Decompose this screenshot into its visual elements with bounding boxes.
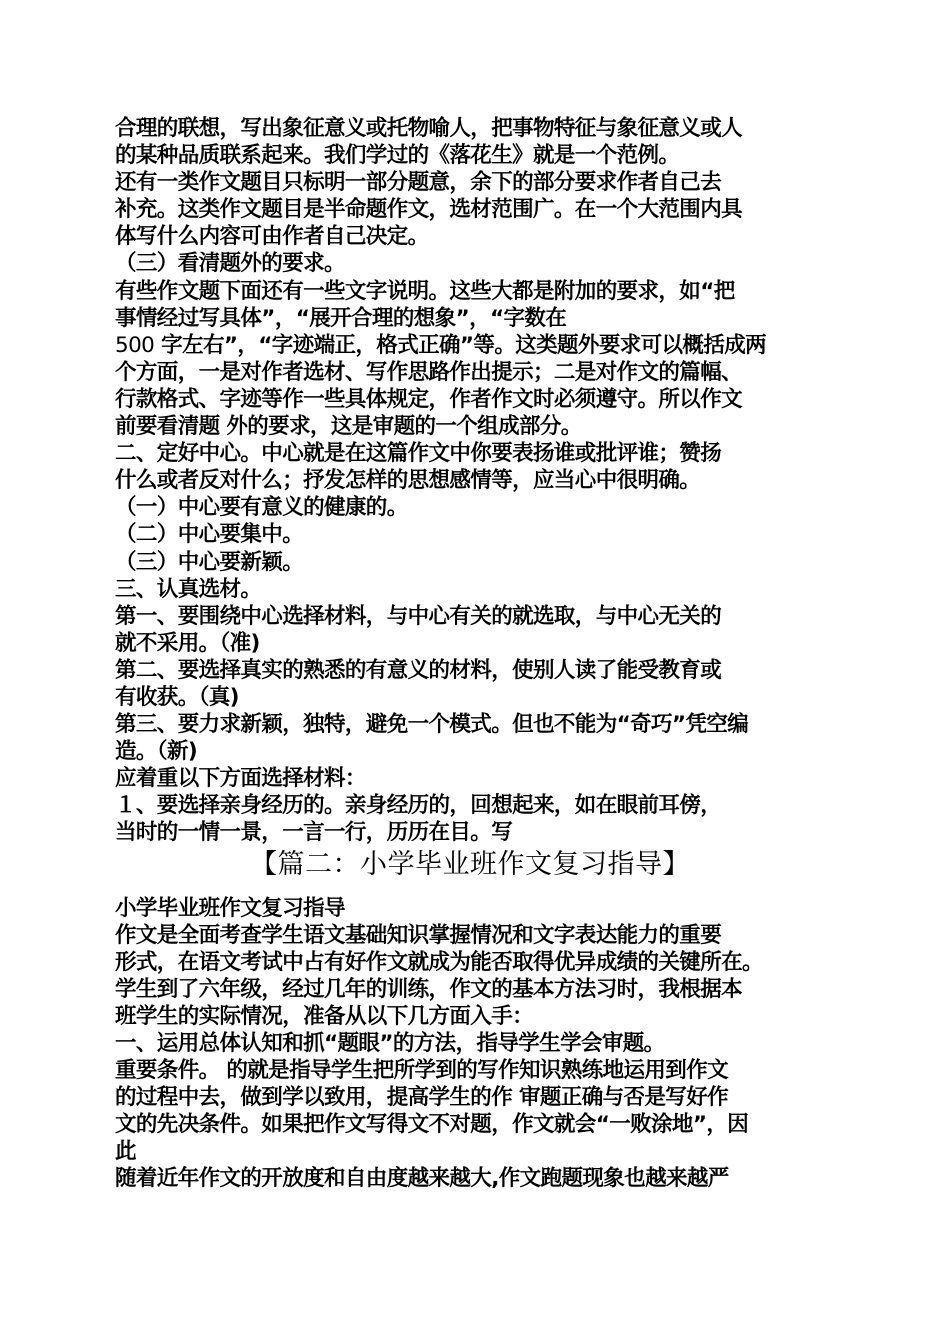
text-line: 造。（新) [115,739,198,765]
text-line: 有些作文题下面还有一些文字说明。这些大都是附加的要求，如“把 [115,278,735,304]
document-body [115,115,845,1193]
text-line: 文的先决条件。如果把作文写得文不对题，作文就会“一败涂地”，因 [115,1112,749,1138]
number-500: 500 [115,332,155,358]
text-line: 的过程中去，做到学以致用，提高学生的作 审题正确与否是写好作 [115,1085,728,1111]
subheading-line: （一）中心要有意义的健康的。 [115,495,408,521]
text-line: 的某种品质联系起来。我们学过的《落花生》就是一个范例。 [115,143,680,169]
text-line: 行款格式、字迹等作一些具体规定，作者作文时必须遵守。所以作文 [115,386,743,412]
text-line: 此 [115,1139,136,1165]
text-line: 前要看清题 外的要求，这是审题的一个组成部分。 [115,414,582,440]
article-title-line: 小学毕业班作文复习指导 [115,895,345,921]
text-line: 形式，在语文考试中占有好作文就成为能否取得优异成绩的关键所在。 [115,949,763,975]
text-line: 重要条件。 的就是指导学生把所学到的写作知识熟练地运用到作文 [115,1058,728,1084]
section-heading-line: 二、定好中心。中心就是在这篇作文中你要表扬谁或批评谁；赞扬 [115,441,722,467]
text-line: １、要选择亲身经历的。亲身经历的，回想起来，如在眼前耳傍， [115,793,722,819]
subheading-line: （三）中心要新颖。 [115,549,304,575]
text-line [115,332,845,359]
text-line: 第一、要围绕中心选择材料，与中心有关的就选取，与中心无关的 [115,603,722,629]
section-heading-line: 三、认真选材。 [115,576,262,602]
text-line: 什么或者反对什么；抒发怎样的思想感情等，应当心中很明确。 [115,468,701,494]
text-line: 体写什么内容可由作者自己决定。 [115,224,429,250]
text-line: 有收获。（真) [115,684,239,710]
text-line: 随着近年作文的开放度和自由度越来越大,作文跑题现象也越来越严 [115,1166,729,1192]
subheading-line: （二）中心要集中。 [115,522,304,548]
text-line: 合理的联想，写出象征意义或托物喻人，把事物特征与象征意义或人 [115,116,743,141]
text-line: 个方面，一是对作者选材、写作思路作出提示；二是对作文的篇幅、 [115,359,743,385]
section-heading-line: 一、运用总体认知和抓“题眼”的方法，指导学生学会审题。 [115,1031,665,1056]
text-line: 班学生的实际情况，准备从以下几方面入手： [115,1003,534,1029]
subheading-line: （三）看清题外的要求。 [115,251,345,277]
text-line: 补充。这类作文题目是半命题作文，选材范围广。在一个大范围内具 [115,197,743,223]
text-line: 应着重以下方面选择材料： [115,766,366,792]
text-line: 当时的一情一景，一言一行，历历在目。写 [115,820,513,846]
text-line: 作文是全面考查学生语文基础知识掌握情况和文字表达能力的重要 [115,922,722,948]
text-line: 事情经过写具体”，“展开合理的想象”，“字数在 [115,305,567,331]
text-line: 学生到了六年级，经过几年的训练，作文的基本方法习时，我根据本 [115,976,743,1002]
article-heading: 【篇二：小学毕业班作文复习指导】 [250,848,690,880]
text-line: 就不采用。（准) [115,630,260,656]
text-line: 第二、要选择真实的熟悉的有意义的材料，使别人读了能受教育或 [115,657,722,683]
text-line-rest: 字左右”，“字迹端正，格式正确”等。这类题外要求可以概括成两 [161,332,767,358]
text-line: 第三、要力求新颖，独特，避免一个模式。但也不能为“奇巧”凭空编 [115,712,749,738]
text-line: 还有一类作文题目只标明一部分题意，余下的部分要求作者自己去 [115,170,722,196]
